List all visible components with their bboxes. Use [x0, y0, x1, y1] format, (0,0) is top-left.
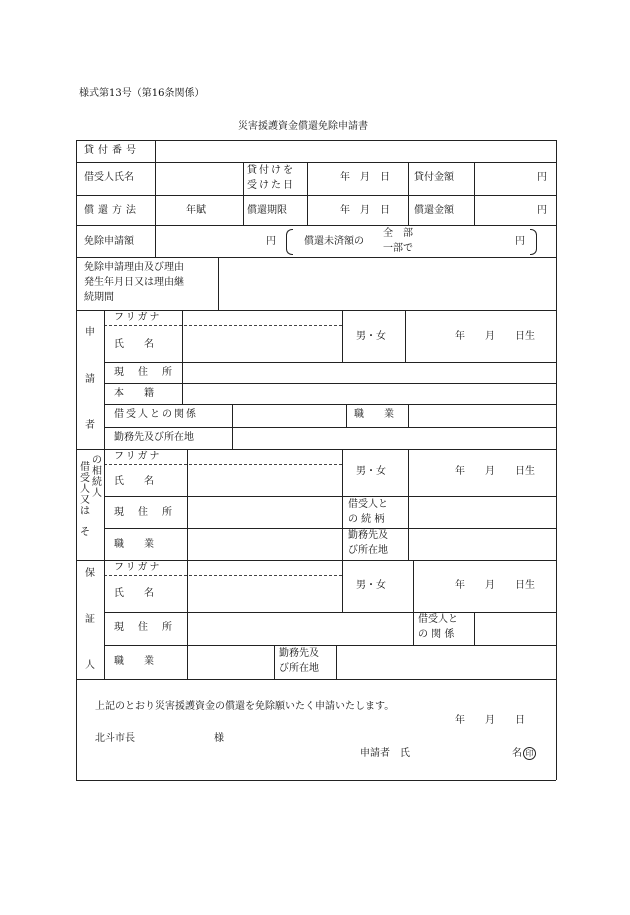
- applicant-name-suffix: 名: [512, 748, 522, 759]
- guarantor-section-char-3: 人: [85, 660, 95, 671]
- guarantor-name-label: 氏 名: [114, 588, 154, 599]
- guarantor-workplace-label-1: 勤務先及: [279, 648, 319, 659]
- heir-birthdate: 年 月 日生: [455, 466, 535, 477]
- guarantor-furigana-label: フリガナ: [114, 562, 162, 573]
- applicant-sex: 男・女: [356, 331, 386, 342]
- applicant-birthdate: 年 月 日生: [455, 331, 535, 342]
- part-option: 一部で: [383, 243, 413, 254]
- heir-name-label: 氏 名: [114, 476, 154, 487]
- guarantor-workplace-label-2: び所在地: [279, 663, 319, 674]
- guarantor-birthdate: 年 月 日生: [455, 580, 535, 591]
- annual-installment-value: 年賦: [186, 205, 206, 216]
- applicant-section-char-2: 請: [85, 374, 95, 385]
- applicant-name-label: 氏 名: [114, 339, 154, 350]
- loan-number-label: 貸付番号: [84, 145, 140, 156]
- applicant-furigana-label: フリガナ: [114, 312, 162, 323]
- applicant-job-label: 職 業: [354, 409, 394, 420]
- guarantor-section-char-2: 証: [85, 614, 95, 625]
- left-bracket: [286, 229, 293, 255]
- exemption-amount-label: 免除申請額: [84, 236, 134, 247]
- applicant-signature-label: 申請者 氏: [360, 748, 410, 759]
- guarantor-sex: 男・女: [356, 580, 386, 591]
- loan-amount-label: 貸付金額: [414, 172, 454, 183]
- heir-relation-label-2: の 続 柄: [348, 514, 385, 525]
- reason-label-1: 免除申請理由及び理由: [84, 262, 184, 273]
- applicant-section-char-1: 申: [85, 327, 95, 338]
- guarantor-address-label: 現 住 所: [114, 622, 174, 633]
- loan-amount-yen: 円: [537, 172, 547, 183]
- application-date: 年 月 日: [455, 715, 525, 726]
- application-statement: 上記のとおり災害援護資金の償還を免除願いたく申請いたします。: [95, 701, 395, 712]
- heir-relation-label-1: 借受人と: [348, 499, 388, 510]
- mayor-honorific: 様: [214, 733, 224, 744]
- loan-date-value: 年 月 日: [340, 172, 390, 183]
- reason-label-3: 続期間: [84, 292, 114, 303]
- guarantor-job-label: 職 業: [114, 656, 154, 667]
- guarantor-relation-label-1: 借受人と: [418, 614, 458, 625]
- heir-workplace-label-2: び所在地: [348, 545, 388, 556]
- unpaid-yen: 円: [515, 236, 525, 247]
- loan-date-label-2: 受けた日: [247, 180, 295, 191]
- repayment-period-value: 年 月 日: [340, 205, 390, 216]
- heir-address-label: 現 住 所: [114, 507, 174, 518]
- heir-section-col-2: の相続人: [92, 455, 102, 499]
- mayor-addressee: 北斗市長: [95, 733, 135, 744]
- exemption-amount-yen: 円: [266, 236, 276, 247]
- form-number: 様式第13号（第16条関係）: [79, 88, 205, 99]
- repayment-amount-yen: 円: [537, 205, 547, 216]
- all-option: 全 部: [383, 228, 413, 239]
- loan-date-label-1: 貸付けを: [247, 165, 295, 176]
- form-title: 災害援護資金償還免除申請書: [238, 121, 368, 132]
- repayment-period-label: 償還期限: [247, 205, 287, 216]
- heir-furigana-label: フリガナ: [114, 451, 162, 462]
- heir-sex: 男・女: [356, 466, 386, 477]
- applicant-honseki-label: 本 籍: [114, 388, 154, 399]
- heir-workplace-label-1: 勤務先及: [348, 530, 388, 541]
- applicant-address-label: 現 住 所: [114, 367, 174, 378]
- repayment-method-label: 償還方法: [84, 205, 140, 216]
- applicant-section-char-3: 者: [85, 420, 95, 431]
- heir-section-col-1: 借受人又は: [80, 462, 90, 517]
- heir-job-label: 職 業: [114, 539, 154, 550]
- applicant-relation-label: 借受人との関係: [114, 409, 198, 420]
- borrower-name-label: 借受人氏名: [84, 172, 134, 183]
- heir-section-char-3: そ: [80, 527, 90, 538]
- guarantor-section-char-1: 保: [85, 568, 95, 579]
- repayment-amount-label: 償還金額: [414, 205, 454, 216]
- right-bracket: [530, 229, 537, 255]
- seal-mark: 印: [523, 747, 536, 760]
- unpaid-balance-label: 償還未済額の: [304, 236, 364, 247]
- applicant-workplace-label: 勤務先及び所在地: [114, 432, 194, 443]
- guarantor-relation-label-2: の 関 係: [418, 629, 455, 640]
- reason-label-2: 発生年月日又は理由継: [84, 277, 184, 288]
